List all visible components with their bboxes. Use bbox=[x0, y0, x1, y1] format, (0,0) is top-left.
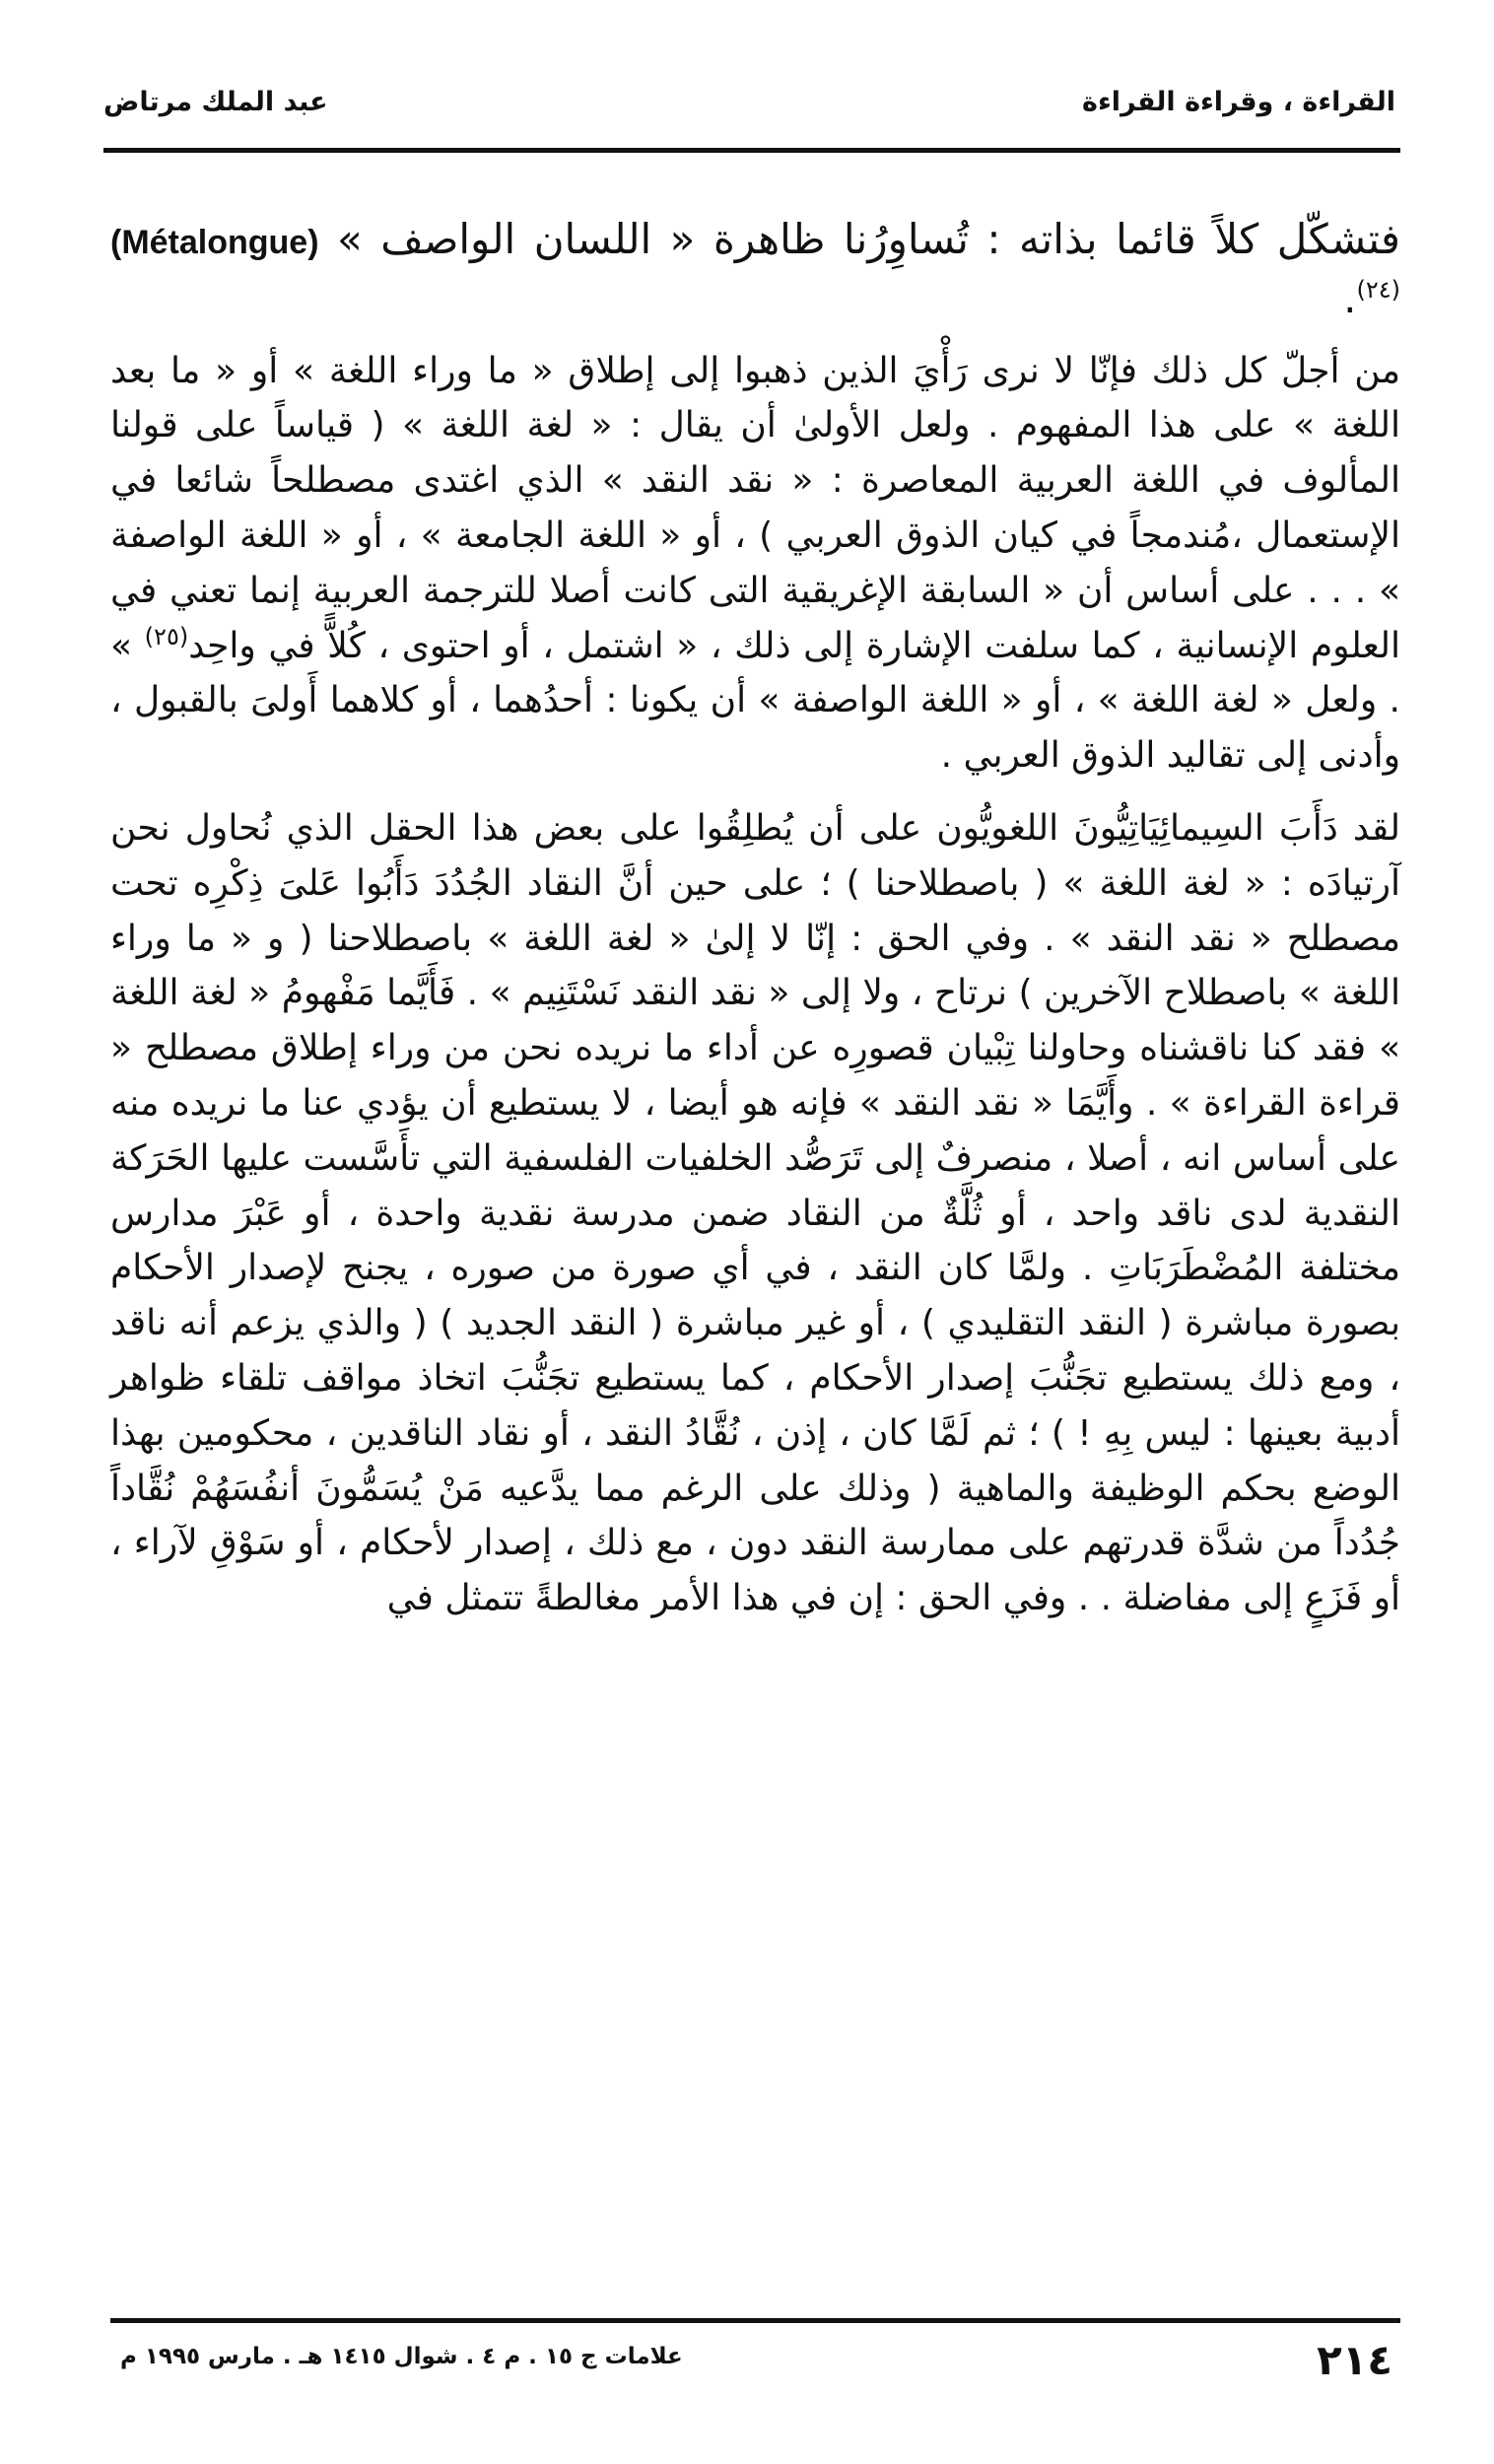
footnote-reference-24: (٢٤) bbox=[1356, 275, 1400, 304]
running-title: القراءة ، وقراءة القراءة bbox=[1082, 87, 1395, 117]
footnote-reference-25: (٢٥) bbox=[144, 622, 189, 650]
paragraph-2-text: من أجلّ كل ذلك فإنّا لا نرى رَأْيَ الذين ذهبوا إلى إطلاق « ما وراء اللغة » أو « ما بعد اللغة » على هذا المفهوم . ولعل الأولىٰ أن يقال : « لغة اللغة » ( قياساً على قولنا المألوف في اللغة العربية المعاصرة : « نقد النقد » الذي اغتدى مصطلحاً شائعا في الإستعمال ،مُندمجاً في كيان الذوق العربي ) ، أو « اللغة الجامعة » ، أو « اللغة الواصفة » . . . على أساس أن « السابقة الإغريقية التى كانت أصلا للترجمة العربية إنما تعني في العلوم الإنسانية ، كما سلفت الإشارة إلى ذلك ، « اشتمل ، أو احتوى ، كُلاًّ في واحِد bbox=[110, 350, 1400, 666]
article-body bbox=[110, 212, 1400, 1644]
header-divider bbox=[103, 148, 1400, 153]
running-author: عبد الملك مرتاض bbox=[103, 87, 328, 117]
running-header bbox=[103, 87, 1395, 146]
page-footer bbox=[110, 2336, 1400, 2415]
latin-term: (Métalongue) bbox=[110, 224, 319, 261]
page-number: ٢١٤ bbox=[1317, 2336, 1392, 2384]
footer-divider bbox=[110, 2318, 1400, 2323]
paragraph-1 bbox=[110, 212, 1400, 326]
paragraph-1-text: فتشكّل كلاً قائما بذاته : تُساوِرُنا ظاهرة « اللسان الواصف » bbox=[337, 215, 1400, 263]
paragraph-2-end: » . ولعل « لغة اللغة » ، أو « اللغة الواصفة » أن يكونا : أحدُهما ، أو كلاهما أَولىَ بالقبول ، وأدنى إلى تقاليد الذوق العربي . bbox=[110, 625, 1400, 777]
paragraph-3: لقد دَأَبَ السِيمائِيَاتِيُّونَ اللغويُّون على أن يُطلِقُوا على بعض هذا الحقل الذي نُحاول نحن آرتيادَه : « لغة اللغة » ( باصطلاحنا ) ؛ على حين أنَّ النقاد الجُدُدَ دَأَبُوا عَلىَ ذِكْرِه تحت مصطلح « نقد النقد » . وفي الحق : إنّا لا إلىٰ « لغة اللغة » باصطلاحنا ( و « ما وراء اللغة » باصطلاح الآخرين ) نرتاح ، ولا إلى « نقد النقد نَسْتَنِيم » . فَأَيَّما مَفْهومُ « لغة اللغة » فقد كنا ناقشناه وحاولنا تِبْيان قصورِه عن أداء ما نريده نحن من وراء إطلاق مصطلح « قراءة القراءة » . وأَيَّمَا « نقد النقد » فإنه هو أيضا ، لا يستطيع أن يؤدي عنا ما نريده منه على أساس انه ، أصلا ، منصرفٌ إلى تَرَصُّد الخلفيات الفلسفية التي تأَسَّست عليها الحَرَكة النقدية لدى ناقد واحد ، أو ثُلَّةٌ من النقاد ضمن مدرسة نقدية واحدة ، أو عَبْرَ مدارس مختلفة المُضْطَرَبَاتِ . ولمَّا كان النقد ، في أي صورة من صوره ، يجنح لإصدار الأحكام بصورة مباشرة ( النقد التقليدي ) ، أو غير مباشرة ( النقد الجديد ) ( والذي يزعم أنه ناقد ، ومع ذلك يستطيع تجَنُّبَ إصدار الأحكام ، كما يستطيع تجَنُّبَ اتخاذ مواقف تلقاء ظواهر أدبية بعينها : ليس بِهِ ! ) ؛ ثم لَمَّا كان ، إذن ، نُقَّادُ النقد ، أو نقاد الناقدين ، محكومين بهذا الوضع بحكم الوظيفة والماهية ( وذلك على الرغم مما يدَّعيه مَنْ يُسَمُّونَ أنفُسَهُمْ نُقَّاداً جُدُداً من شدَّة قدرتهم على ممارسة النقد دون ، مع ذلك ، إصدار لأحكام ، أو سَوْقِ لآراء ، أو فَزَعٍ إلى مفاضلة . . وفي الحق : إن في هذا الأمر مغالطةً تتمثل في bbox=[110, 807, 1400, 1619]
paragraph-2 bbox=[110, 344, 1400, 784]
journal-issue-info: علامات ج ١٥ . م ٤ . شوال ١٤١٥ هـ . مارس ١٩٩٥ م bbox=[120, 2344, 683, 2369]
paragraph-1-end: . bbox=[1343, 273, 1357, 322]
